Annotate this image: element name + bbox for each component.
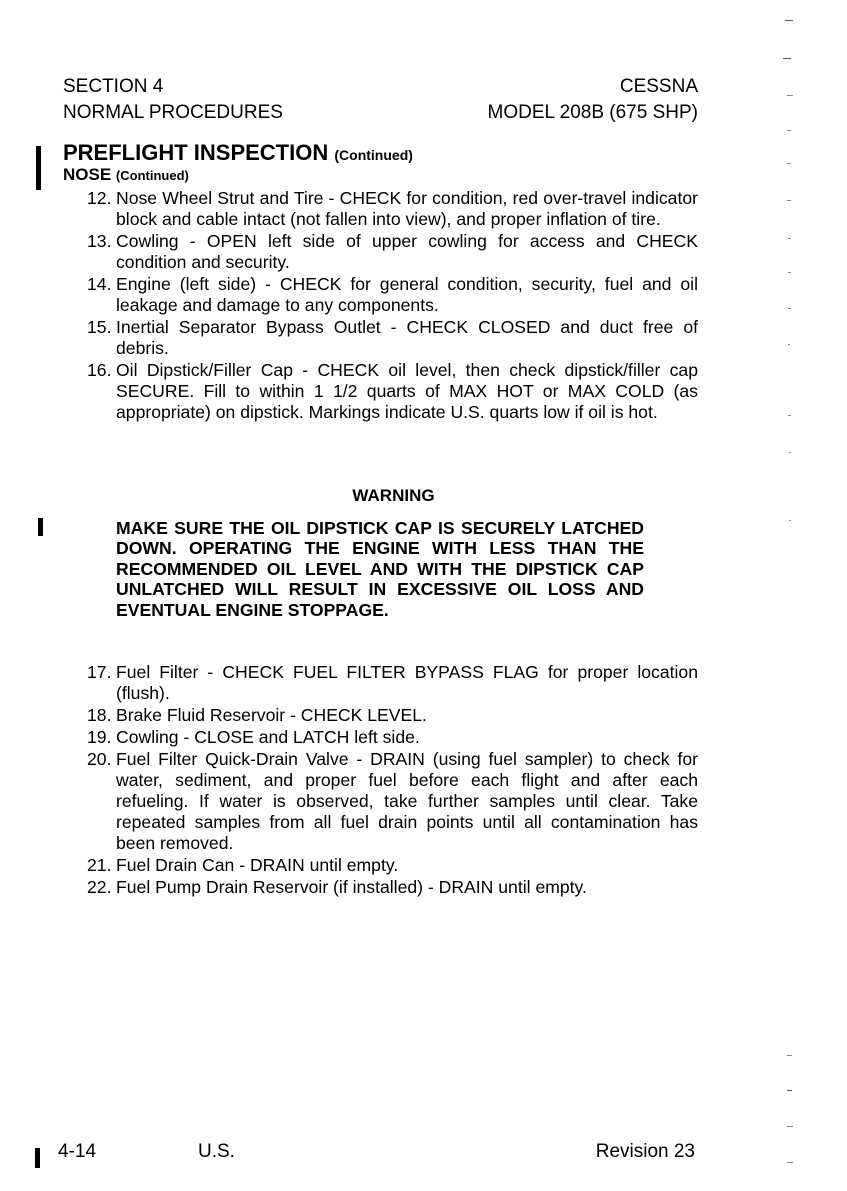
item-text: Cowling - CLOSE and LATCH left side.: [116, 727, 420, 747]
item-number: 22.: [87, 877, 112, 897]
scan-speck: [787, 95, 793, 96]
list-item: [87, 317, 698, 359]
item-text: Engine (left side) - CHECK for general condition, security, fuel and oil leakage and damage to any components.: [116, 274, 698, 315]
revision-change-bar: [38, 518, 43, 536]
page-number: 4-14: [58, 1141, 97, 1162]
list-item: [87, 749, 698, 854]
scan-speck: [787, 200, 791, 201]
list-item: [87, 877, 698, 898]
section-number: SECTION 4: [63, 76, 164, 97]
scan-speck: [788, 238, 791, 239]
section-title-text: PREFLIGHT INSPECTION: [63, 140, 329, 165]
subsection-title-suffix: (Continued): [115, 168, 189, 183]
edition-label: U.S.: [198, 1141, 235, 1162]
item-text: Cowling - OPEN left side of upper cowling for access and CHECK condition and security.: [116, 231, 698, 272]
list-item: [87, 274, 698, 316]
subsection-title-text: NOSE: [63, 165, 112, 184]
item-number: 15.: [87, 317, 112, 337]
aircraft-model: MODEL 208B (675 SHP): [487, 102, 698, 123]
item-number: 13.: [87, 231, 112, 251]
item-number: 19.: [87, 727, 112, 747]
scan-artifacts: [757, 0, 847, 1191]
list-item: [87, 188, 698, 230]
scan-speck: [788, 272, 791, 273]
item-number: 16.: [87, 360, 112, 380]
warning-text: MAKE SURE THE OIL DIPSTICK CAP IS SECURELY LATCHED DOWN. OPERATING THE ENGINE WITH LESS THAN THE RECOMMENDED OIL LEVEL AND WITH THE DIPSTICK CAP UNLATCHED WILL RESULT IN EXCESSIVE OIL LOSS AND EVENTUAL ENGINE STOPPAGE.: [116, 518, 644, 620]
scan-speck: [787, 1055, 792, 1056]
section-title-suffix: (Continued): [334, 147, 413, 163]
revision-change-bar: [35, 1148, 40, 1168]
scan-speck: [787, 1090, 792, 1091]
scan-speck: [788, 308, 791, 309]
checklist-items-b: [87, 662, 698, 899]
header-right: [488, 74, 699, 126]
scan-speck: [789, 452, 791, 453]
checklist-items-a: [87, 188, 698, 424]
item-text: Fuel Pump Drain Reservoir (if installed) - DRAIN until empty.: [116, 877, 587, 897]
list-item: [87, 231, 698, 273]
item-text: Fuel Filter Quick-Drain Valve - DRAIN (using fuel sampler) to check for water, sediment, and proper fuel before each flight and after each refueling. If water is observed, take further samples until clear. Take repeated samples from all fuel drain points until all contamination has been removed.: [116, 749, 698, 853]
list-item: [87, 360, 698, 423]
warning-title: WARNING: [352, 486, 435, 505]
scan-speck: [789, 520, 791, 521]
scan-speck: [787, 130, 791, 131]
scan-speck: [788, 415, 791, 416]
list-item: [87, 727, 698, 748]
item-number: 18.: [87, 705, 112, 725]
section-name: NORMAL PROCEDURES: [63, 102, 283, 123]
item-text: Fuel Drain Can - DRAIN until empty.: [116, 855, 399, 875]
scan-speck: [787, 163, 791, 164]
revision-change-bar: [36, 146, 41, 190]
item-number: 17.: [87, 662, 112, 682]
manufacturer: CESSNA: [619, 76, 698, 97]
item-text: Nose Wheel Strut and Tire - CHECK for condition, red over-travel indicator block and cable intact (not fallen into view), and proper inflation of tire.: [116, 188, 698, 229]
item-number: 14.: [87, 274, 112, 294]
revision-label: Revision 23: [595, 1141, 695, 1162]
list-item: [87, 662, 698, 704]
header-left: [63, 74, 283, 126]
list-item: [87, 705, 698, 726]
subsection-title: [63, 164, 189, 187]
item-number: 20.: [87, 749, 112, 769]
item-number: 12.: [87, 188, 112, 208]
scan-speck: [787, 1162, 793, 1163]
scan-speck: [788, 344, 790, 345]
item-number: 21.: [87, 855, 112, 875]
list-item: [87, 855, 698, 876]
item-text: Oil Dipstick/Filler Cap - CHECK oil level, then check dipstick/filler cap SECURE. Fill to within 1 1/2 quarts of MAX HOT or MAX COLD (as appropriate) on dipstick. Markings indicate U.S. quarts low if oil is hot.: [116, 360, 698, 422]
scan-speck: [785, 20, 793, 21]
scan-speck: [783, 58, 791, 59]
item-text: Fuel Filter - CHECK FUEL FILTER BYPASS FLAG for proper location (flush).: [116, 662, 698, 703]
item-text: Inertial Separator Bypass Outlet - CHECK CLOSED and duct free of debris.: [116, 317, 698, 358]
scan-speck: [787, 1126, 793, 1127]
item-text: Brake Fluid Reservoir - CHECK LEVEL.: [116, 705, 427, 725]
